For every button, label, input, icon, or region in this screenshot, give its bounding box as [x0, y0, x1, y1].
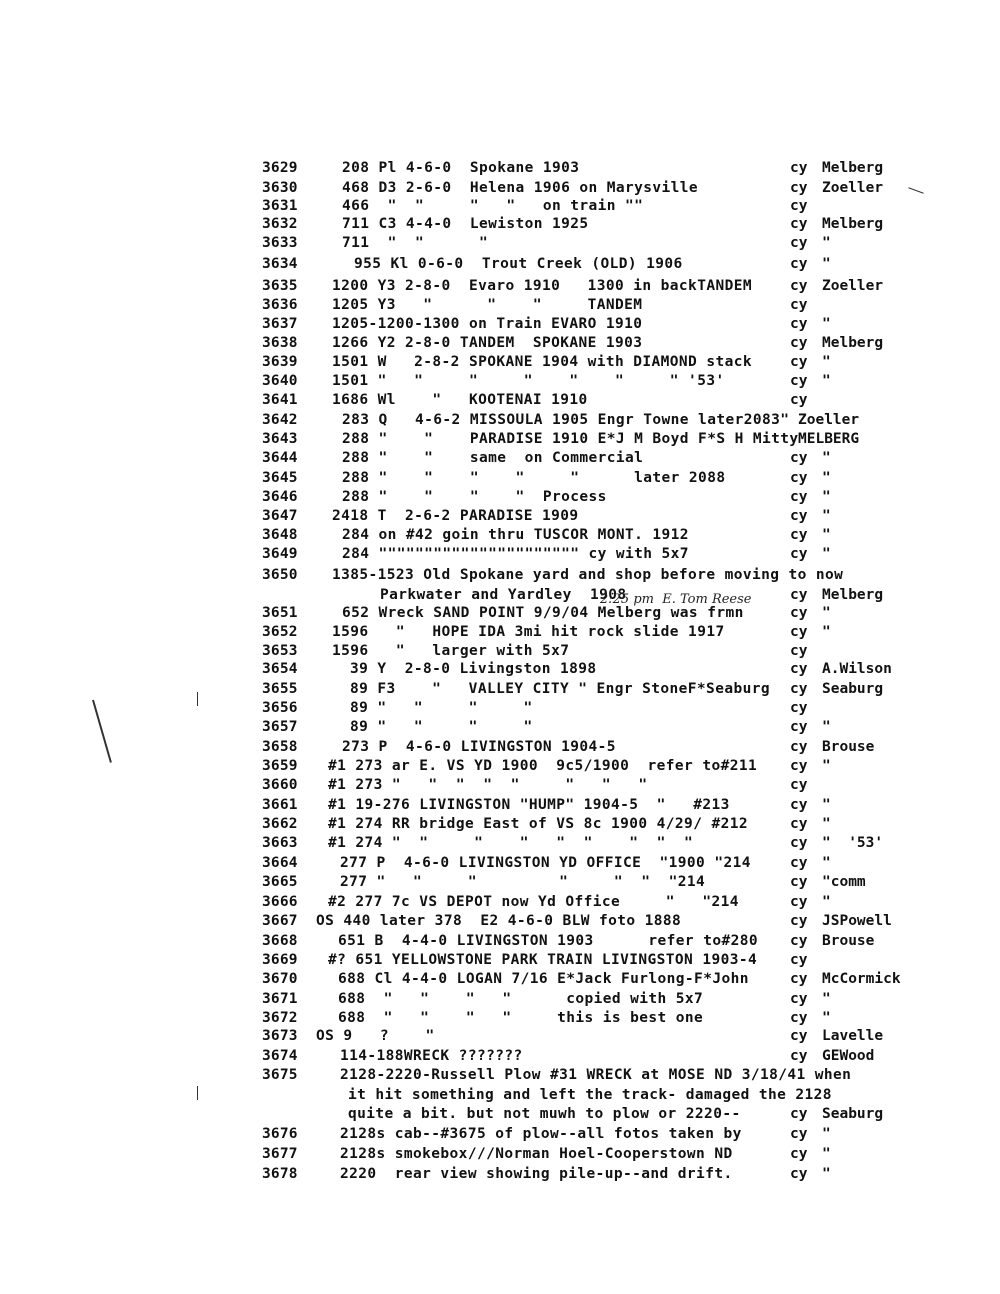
photo-description: 1385-1523 Old Spokane yard and shop before moving to now	[332, 567, 844, 583]
photo-credit: "	[822, 508, 831, 524]
photo-description: 273 P 4-6-0 LIVINGSTON 1904-5	[342, 739, 616, 755]
photo-credit: "	[822, 624, 831, 640]
photo-credit: "	[822, 527, 831, 543]
photo-credit: Brouse	[822, 739, 875, 755]
copy-marker: cy	[790, 216, 808, 232]
catalog-number: 3667	[262, 913, 298, 929]
catalog-number: 3631	[262, 198, 298, 214]
catalog-number: 3674	[262, 1048, 298, 1064]
photo-description: #? 651 YELLOWSTONE PARK TRAIN LIVINGSTON 1903-4	[328, 952, 758, 968]
photo-credit: Zoeller	[798, 412, 860, 428]
photo-description: 688 " " " " this is best one	[338, 1010, 704, 1026]
copy-marker: cy	[790, 1048, 808, 1064]
copy-marker: cy	[790, 587, 808, 603]
copy-marker: cy	[790, 354, 808, 370]
catalog-number: 3654	[262, 661, 298, 677]
photo-description: 89 " " " "	[350, 700, 533, 716]
copy-marker: cy	[790, 450, 808, 466]
photo-description: 1266 Y2 2-8-0 TANDEM SPOKANE 1903	[332, 335, 643, 351]
photo-credit: "	[822, 354, 831, 370]
catalog-number: 3665	[262, 874, 298, 890]
catalog-number: 3675	[262, 1067, 298, 1083]
copy-marker: cy	[790, 470, 808, 486]
catalog-number: 3671	[262, 991, 298, 1007]
photo-description: #1 274 " " " " " " " " "	[328, 835, 694, 851]
copy-marker: cy	[790, 235, 808, 251]
photo-credit: "	[822, 470, 831, 486]
catalog-number: 3647	[262, 508, 298, 524]
catalog-number: 3630	[262, 180, 298, 196]
photo-credit: Seaburg	[822, 681, 884, 697]
catalog-number: 3678	[262, 1166, 298, 1182]
photo-description: 2128s smokebox///Norman Hoel-Cooperstown ND	[340, 1146, 733, 1162]
photo-credit: "	[822, 235, 831, 251]
photo-credit: "	[822, 991, 831, 1007]
photo-credit: "	[822, 894, 831, 910]
photo-credit: A.Wilson	[822, 661, 892, 677]
photo-credit: "	[822, 1126, 831, 1142]
copy-marker: cy	[790, 373, 808, 389]
catalog-number: 3662	[262, 816, 298, 832]
photo-credit: "	[822, 450, 831, 466]
photo-credit: "	[822, 489, 831, 505]
photo-credit: "	[822, 816, 831, 832]
copy-marker: cy	[790, 739, 808, 755]
photo-description: 2418 T 2-6-2 PARADISE 1909	[332, 508, 579, 524]
margin-stroke	[197, 1086, 198, 1100]
copy-marker: cy	[790, 952, 808, 968]
photo-description: 283 Q 4-6-2 MISSOULA 1905 Engr Towne later2083"	[342, 412, 790, 428]
copy-marker: cy	[790, 605, 808, 621]
photo-description: 114-188WRECK ???????	[340, 1048, 523, 1064]
photo-description: 468 D3 2-6-0 Helena 1906 on Marysville	[342, 180, 699, 196]
copy-marker: cy	[790, 855, 808, 871]
copy-marker: cy	[790, 777, 808, 793]
photo-description: 39 Y 2-8-0 Livingston 1898	[350, 661, 597, 677]
copy-marker: cy	[790, 835, 808, 851]
photo-description: 1596 " HOPE IDA 3mi hit rock slide 1917	[332, 624, 725, 640]
catalog-number: 3653	[262, 643, 298, 659]
catalog-number: 3648	[262, 527, 298, 543]
catalog-number: 3635	[262, 278, 298, 294]
copy-marker: cy	[790, 681, 808, 697]
photo-credit: Seaburg	[822, 1106, 884, 1122]
copy-marker: cy	[790, 894, 808, 910]
copy-marker: cy	[790, 297, 808, 313]
photo-description: 1205 Y3 " " " TANDEM	[332, 297, 643, 313]
photo-description: 2128s cab--#3675 of plow--all fotos taken by	[340, 1126, 742, 1142]
photo-credit: McCormick	[822, 971, 901, 987]
photo-credit: "	[822, 546, 831, 562]
photo-credit: "	[822, 1146, 831, 1162]
catalog-number: 3663	[262, 835, 298, 851]
photo-credit: Melberg	[822, 216, 884, 232]
photo-credit: JSPowell	[822, 913, 892, 929]
catalog-number: 3673	[262, 1028, 298, 1044]
copy-marker: cy	[790, 508, 808, 524]
copy-marker: cy	[790, 700, 808, 716]
copy-marker: cy	[790, 1028, 808, 1044]
catalog-number: 3642	[262, 412, 298, 428]
photo-description: #1 273 " " " " " " " "	[328, 777, 648, 793]
photo-description: 1686 Wl " KOOTENAI 1910	[332, 392, 588, 408]
copy-marker: cy	[790, 971, 808, 987]
photo-description: 688 " " " " copied with 5x7	[338, 991, 704, 1007]
photo-description: 955 Kl 0-6-0 Trout Creek (OLD) 1906	[354, 256, 683, 272]
catalog-number: 3646	[262, 489, 298, 505]
photo-description: OS 440 later 378 E2 4-6-0 BLW foto 1888	[316, 913, 682, 929]
catalog-number: 3649	[262, 546, 298, 562]
catalog-number: 3645	[262, 470, 298, 486]
photo-description: #2 277 7c VS DEPOT now Yd Office " "214	[328, 894, 739, 910]
copy-marker: cy	[790, 991, 808, 1007]
photo-description: 466 " " " " on train ""	[342, 198, 644, 214]
photo-description: 208 Pl 4-6-0 Spokane 1903	[342, 160, 580, 176]
catalog-number: 3634	[262, 256, 298, 272]
photo-description: 288 " " PARADISE 1910 E*J M Boyd F*S H Mitty	[342, 431, 799, 447]
catalog-number: 3660	[262, 777, 298, 793]
photo-description: quite a bit. but not muwh to plow or 2220--	[348, 1106, 741, 1122]
catalog-number: 3644	[262, 450, 298, 466]
photo-credit: Melberg	[822, 160, 884, 176]
margin-stroke	[197, 692, 198, 706]
photo-description: 651 B 4-4-0 LIVINGSTON 1903 refer to#280	[338, 933, 758, 949]
photo-description: OS 9 ? "	[316, 1028, 435, 1044]
photo-description: 2128-2220-Russell Plow #31 WRECK at MOSE ND 3/18/41 when	[340, 1067, 852, 1083]
catalog-number: 3669	[262, 952, 298, 968]
catalog-number: 3633	[262, 235, 298, 251]
copy-marker: cy	[790, 278, 808, 294]
copy-marker: cy	[790, 758, 808, 774]
photo-credit: "	[822, 373, 831, 389]
catalog-number: 3637	[262, 316, 298, 332]
catalog-number: 3656	[262, 700, 298, 716]
photo-credit: "	[822, 1166, 831, 1182]
photo-description: 1501 W 2-8-2 SPOKANE 1904 with DIAMOND stack	[332, 354, 752, 370]
catalog-number: 3677	[262, 1146, 298, 1162]
catalog-number: 3664	[262, 855, 298, 871]
photo-credit: "	[822, 316, 831, 332]
catalog-number: 3670	[262, 971, 298, 987]
copy-marker: cy	[790, 874, 808, 890]
catalog-number: 3666	[262, 894, 298, 910]
catalog-number: 3659	[262, 758, 298, 774]
catalog-number: 3672	[262, 1010, 298, 1026]
photo-description: 652 Wreck SAND POINT 9/9/04 Melberg was frmn	[342, 605, 744, 621]
catalog-number: 3636	[262, 297, 298, 313]
photo-credit: "comm	[822, 874, 866, 890]
photo-description: #1 273 ar E. VS YD 1900 9c5/1900 refer to#211	[328, 758, 758, 774]
handwritten-note: 2:25 pm E. Tom Reese	[600, 592, 752, 607]
photo-credit: "	[822, 605, 831, 621]
copy-marker: cy	[790, 1146, 808, 1162]
photo-credit: Zoeller	[822, 180, 884, 196]
copy-marker: cy	[790, 527, 808, 543]
photo-credit: Lavelle	[822, 1028, 884, 1044]
catalog-number: 3640	[262, 373, 298, 389]
catalog-number: 3629	[262, 160, 298, 176]
photo-description: 1205-1200-1300 on Train EVARO 1910	[332, 316, 643, 332]
copy-marker: cy	[790, 392, 808, 408]
copy-marker: cy	[790, 180, 808, 196]
photo-description: #1 19-276 LIVINGSTON "HUMP" 1904-5 " #213	[328, 797, 730, 813]
photo-description: Parkwater and Yardley 1908	[380, 587, 627, 603]
photo-description: 284 on #42 goin thru TUSCOR MONT. 1912	[342, 527, 689, 543]
photo-description: 1596 " larger with 5x7	[332, 643, 570, 659]
copy-marker: cy	[790, 933, 808, 949]
photo-description: 2220 rear view showing pile-up--and drift.	[340, 1166, 733, 1182]
copy-marker: cy	[790, 316, 808, 332]
photo-description: 711 C3 4-4-0 Lewiston 1925	[342, 216, 589, 232]
catalog-number: 3639	[262, 354, 298, 370]
photo-credit: MELBERG	[798, 431, 860, 447]
photo-credit: " '53'	[822, 835, 884, 851]
copy-marker: cy	[790, 624, 808, 640]
copy-marker: cy	[790, 1166, 808, 1182]
photo-description: 288 " " " " Process	[342, 489, 607, 505]
copy-marker: cy	[790, 816, 808, 832]
photo-credit: Zoeller	[822, 278, 884, 294]
copy-marker: cy	[790, 661, 808, 677]
photo-credit: "	[822, 256, 831, 272]
copy-marker: cy	[790, 797, 808, 813]
photo-credit: "	[822, 719, 831, 735]
copy-marker: cy	[790, 719, 808, 735]
photo-credit: GEWood	[822, 1048, 875, 1064]
photo-description: 1501 " " " " " " " '53'	[332, 373, 725, 389]
photo-description: it hit something and left the track- damaged the 2128	[348, 1087, 832, 1103]
photo-description: 288 " " " " " later 2088	[342, 470, 726, 486]
photo-description: 89 F3 " VALLEY CITY " Engr StoneF*Seaburg	[350, 681, 770, 697]
copy-marker: cy	[790, 1010, 808, 1026]
catalog-number: 3651	[262, 605, 298, 621]
catalog-number: 3657	[262, 719, 298, 735]
catalog-number: 3632	[262, 216, 298, 232]
photo-credit: "	[822, 1010, 831, 1026]
catalog-number: 3661	[262, 797, 298, 813]
catalog-number: 3658	[262, 739, 298, 755]
photo-credit: "	[822, 797, 831, 813]
photo-credit: "	[822, 855, 831, 871]
photo-credit: Melberg	[822, 335, 884, 351]
copy-marker: cy	[790, 1106, 808, 1122]
photo-description: 277 P 4-6-0 LIVINGSTON YD OFFICE "1900 "214	[340, 855, 751, 871]
catalog-number: 3676	[262, 1126, 298, 1142]
photo-credit: "	[822, 758, 831, 774]
photo-credit: Brouse	[822, 933, 875, 949]
copy-marker: cy	[790, 643, 808, 659]
photo-description: 277 " " " " " " "214	[340, 874, 706, 890]
catalog-number: 3655	[262, 681, 298, 697]
copy-marker: cy	[790, 489, 808, 505]
photo-description: #1 274 RR bridge East of VS 8c 1900 4/29/ #212	[328, 816, 748, 832]
copy-marker: cy	[790, 546, 808, 562]
photo-description: 711 " " "	[342, 235, 489, 251]
catalog-number: 3643	[262, 431, 298, 447]
photo-credit: Melberg	[822, 587, 884, 603]
photo-description: 89 " " " "	[350, 719, 533, 735]
copy-marker: cy	[790, 913, 808, 929]
catalog-number: 3641	[262, 392, 298, 408]
catalog-number: 3650	[262, 567, 298, 583]
copy-marker: cy	[790, 160, 808, 176]
copy-marker: cy	[790, 256, 808, 272]
catalog-number: 3652	[262, 624, 298, 640]
catalog-number: 3668	[262, 933, 298, 949]
photo-description: 288 " " same on Commercial	[342, 450, 644, 466]
copy-marker: cy	[790, 335, 808, 351]
photo-description: 284 """""""""""""""""""""" cy with 5x7	[342, 546, 689, 562]
copy-marker: cy	[790, 1126, 808, 1142]
copy-marker: cy	[790, 198, 808, 214]
catalog-number: 3638	[262, 335, 298, 351]
photo-description: 688 Cl 4-4-0 LOGAN 7/16 E*Jack Furlong-F*John	[338, 971, 749, 987]
photo-description: 1200 Y3 2-8-0 Evaro 1910 1300 in backTANDEM	[332, 278, 752, 294]
